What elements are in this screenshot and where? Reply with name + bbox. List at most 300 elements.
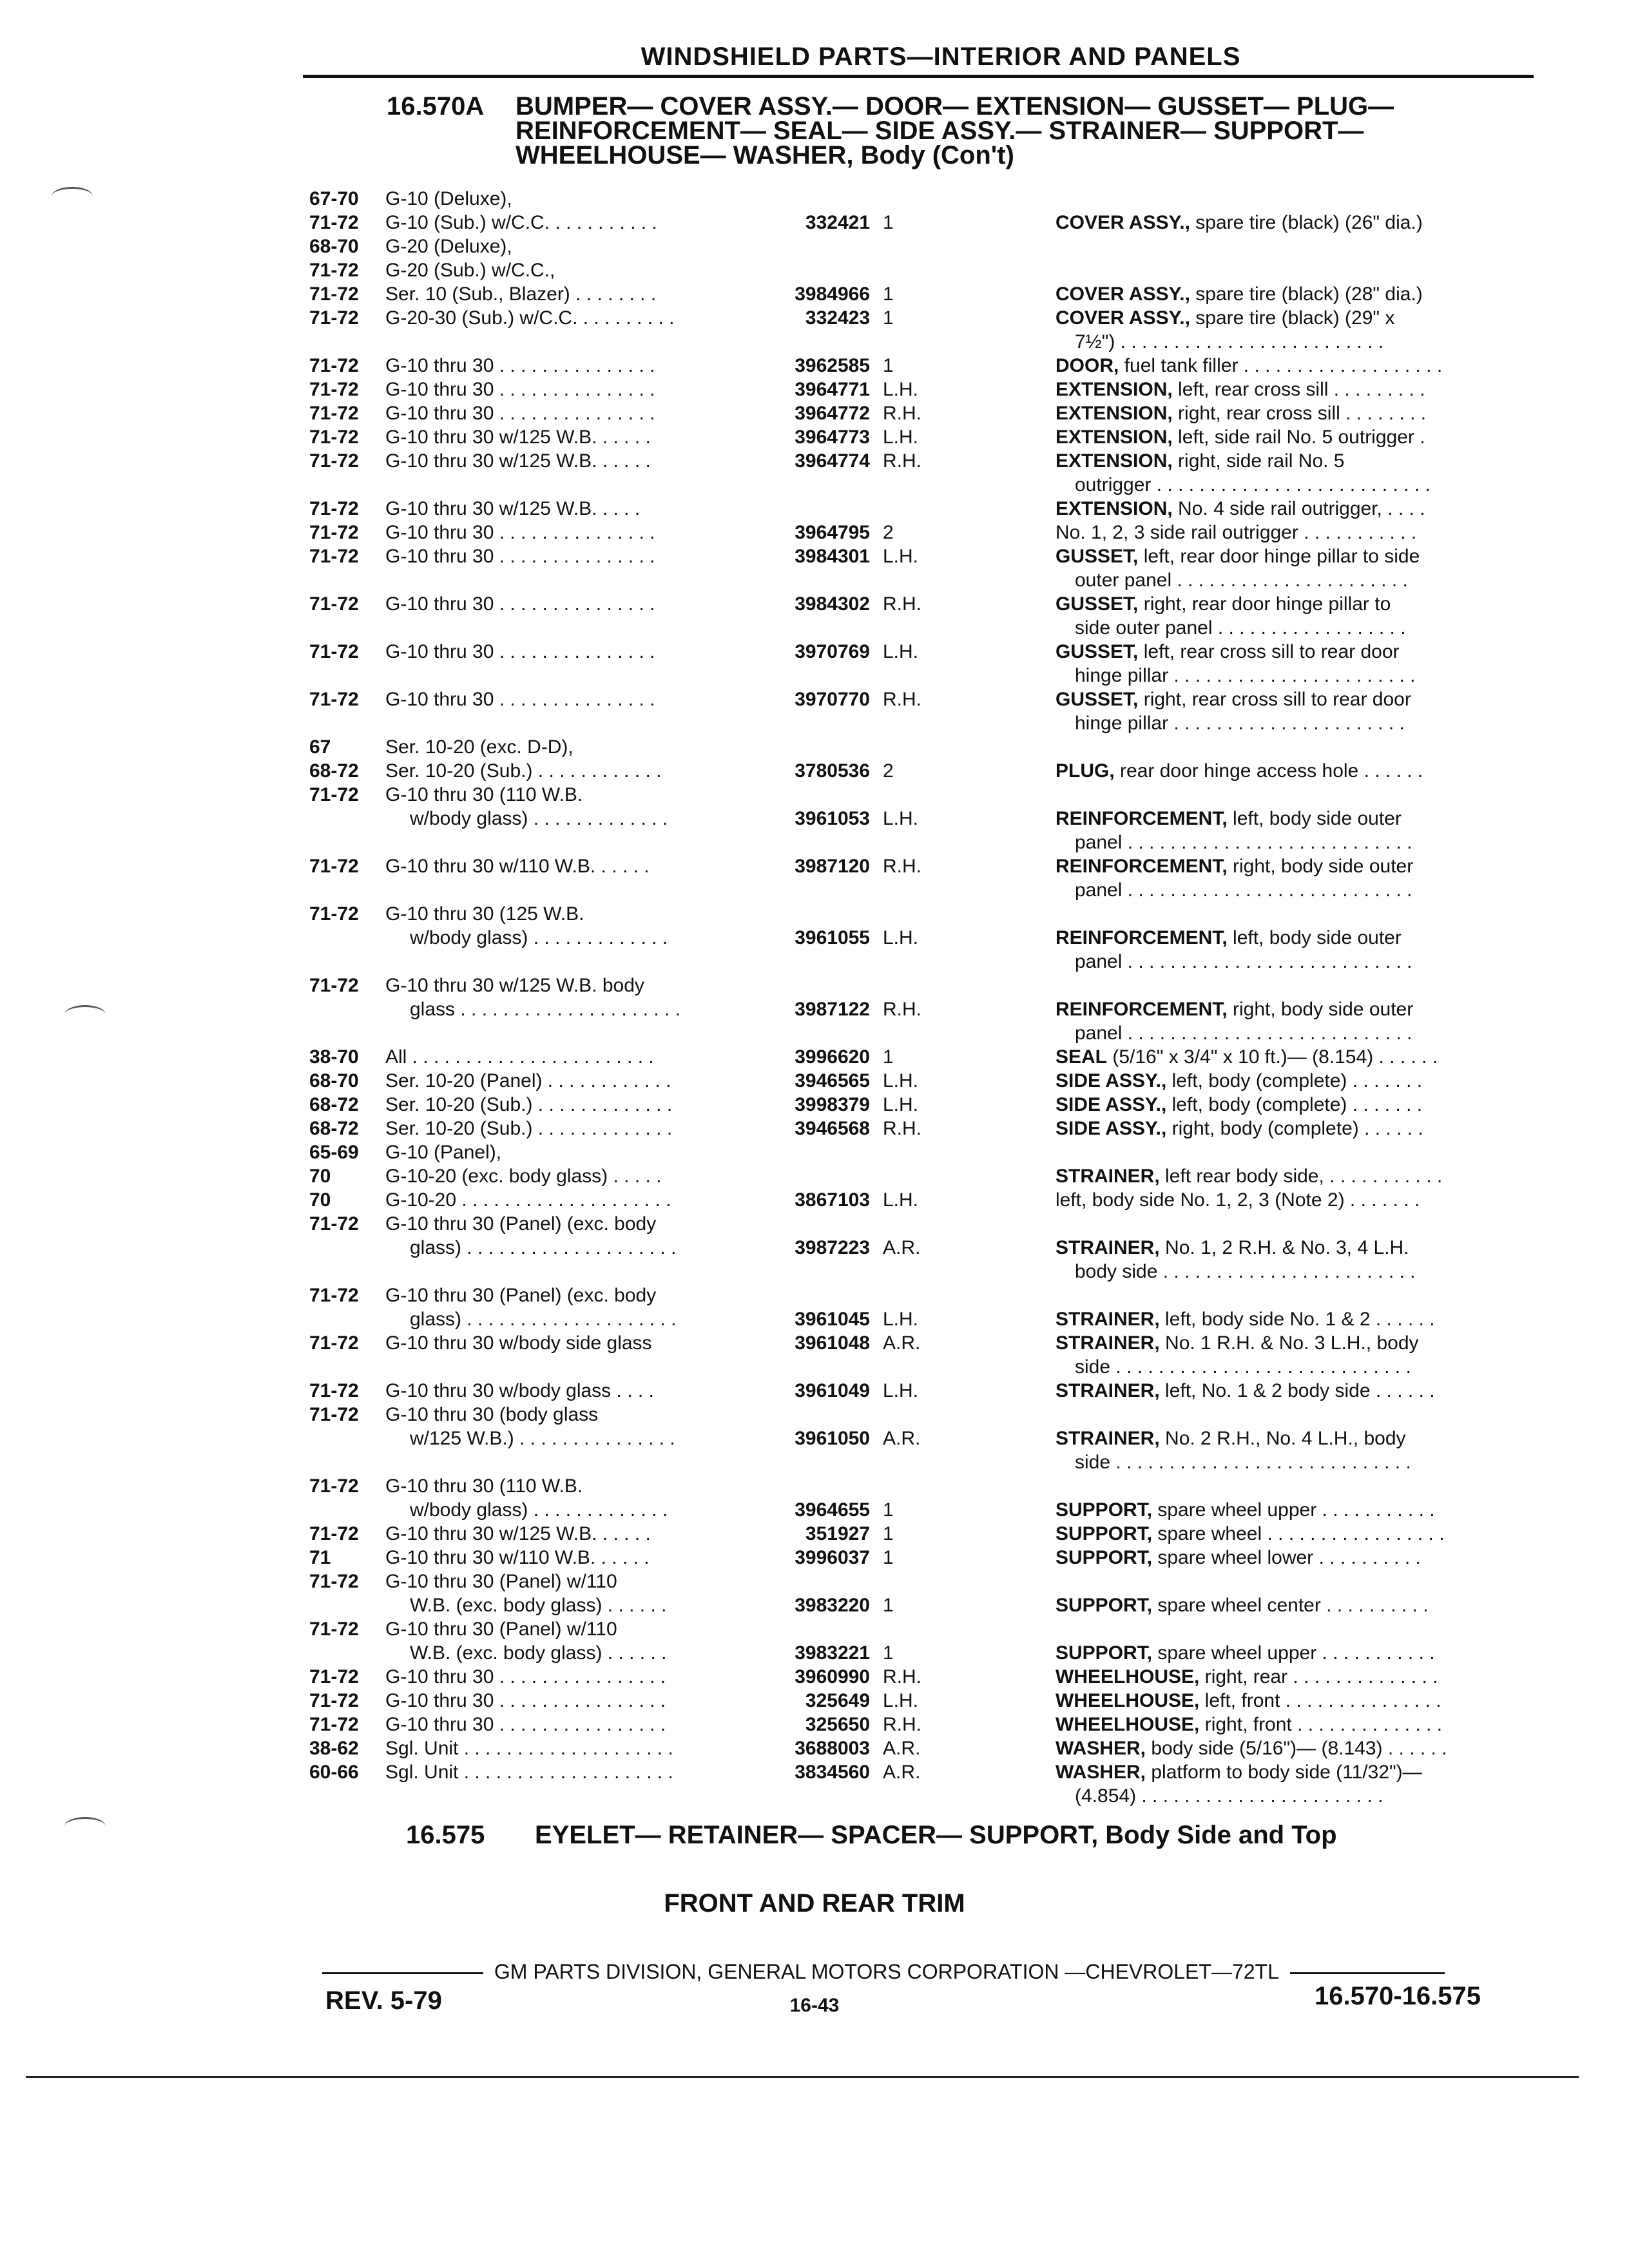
description-text: spare wheel center . . . . . . . . . . bbox=[1157, 1595, 1429, 1616]
description-text: left, body (complete) . . . . . . . bbox=[1171, 1094, 1423, 1115]
description-line bbox=[1055, 640, 1558, 664]
table-row bbox=[309, 1188, 1553, 1212]
quantity: 1 bbox=[883, 1499, 894, 1521]
quantity: L.H. bbox=[883, 379, 919, 400]
footer-rule-right bbox=[1290, 1972, 1445, 1974]
description-text: right, body side outer bbox=[1233, 856, 1414, 877]
section-number: 16.570A bbox=[387, 92, 485, 120]
quantity: 2 bbox=[883, 522, 894, 543]
application-line: G-10 thru 30 w/body glass . . . . bbox=[385, 1380, 654, 1401]
table-row bbox=[309, 1665, 1553, 1689]
table-row bbox=[309, 759, 1553, 783]
footer-revision: REV. 5-79 bbox=[325, 1986, 442, 2015]
quantity: A.R. bbox=[883, 1762, 921, 1783]
year-range: 71-72 bbox=[309, 856, 359, 877]
quantity: L.H. bbox=[883, 546, 919, 567]
table-row bbox=[309, 497, 1553, 521]
description-line: panel . . . . . . . . . . . . . . . . . . . . . . . . . . . bbox=[1075, 832, 1412, 853]
quantity: A.R. bbox=[883, 1738, 921, 1759]
description-line bbox=[1055, 378, 1558, 401]
description-text: left, No. 1 & 2 body side . . . . . . bbox=[1165, 1380, 1435, 1401]
description-line: panel . . . . . . . . . . . . . . . . . . . . . . . . . . . bbox=[1075, 879, 1412, 901]
description-line: outer panel . . . . . . . . . . . . . . . . . . . . . . bbox=[1075, 570, 1408, 591]
part-name: SIDE ASSY., bbox=[1055, 1118, 1167, 1139]
quantity: 1 bbox=[883, 212, 894, 233]
year-range: 71-72 bbox=[309, 1619, 359, 1640]
application-line: G-10 thru 30 . . . . . . . . . . . . . . . . bbox=[385, 1714, 666, 1735]
table-row bbox=[309, 1736, 1553, 1760]
table-row bbox=[309, 521, 1553, 544]
quantity: R.H. bbox=[883, 999, 921, 1020]
description bbox=[1055, 1093, 1558, 1117]
table-row bbox=[309, 1546, 1553, 1570]
section-heading-line-2: REINFORCEMENT— SEAL— SIDE ASSY.— STRAINER— SUPPORT— bbox=[516, 117, 1364, 145]
description-text: right, body side outer bbox=[1233, 999, 1414, 1020]
year-range: 71-72 bbox=[309, 1690, 359, 1711]
table-row bbox=[309, 1760, 1553, 1808]
part-number: 3780536 bbox=[795, 760, 870, 782]
part-name: WHEELHOUSE, bbox=[1055, 1690, 1200, 1711]
parts-table bbox=[309, 187, 1553, 1808]
quantity: A.R. bbox=[883, 1332, 921, 1354]
description-line bbox=[1055, 997, 1558, 1021]
description-line bbox=[1055, 1164, 1558, 1188]
description-text: left, rear door hinge pillar to side bbox=[1143, 546, 1420, 567]
quantity: L.H. bbox=[883, 1094, 919, 1115]
section-heading-line-3: WHEELHOUSE— WASHER, Body (Con't) bbox=[516, 141, 1014, 169]
quantity: A.R. bbox=[883, 1428, 921, 1449]
table-row bbox=[309, 735, 1553, 759]
description bbox=[1055, 425, 1558, 449]
description bbox=[1055, 1522, 1558, 1546]
description-line bbox=[1055, 1665, 1558, 1689]
application bbox=[385, 258, 1030, 282]
description-line: hinge pillar . . . . . . . . . . . . . . . . . . . . . . bbox=[1075, 713, 1405, 734]
description bbox=[1055, 854, 1558, 902]
part-name: STRAINER, bbox=[1055, 1309, 1160, 1330]
description-text: left, front . . . . . . . . . . . . . . . bbox=[1204, 1690, 1441, 1711]
application-line: G-10 thru 30 . . . . . . . . . . . . . . . bbox=[385, 522, 655, 543]
description bbox=[1055, 1713, 1558, 1736]
description bbox=[1055, 1689, 1558, 1713]
description bbox=[1055, 1188, 1558, 1212]
quantity: L.H. bbox=[883, 1309, 919, 1330]
year-range: 71-72 bbox=[309, 1523, 359, 1544]
table-row bbox=[309, 282, 1553, 306]
table-row bbox=[309, 854, 1553, 902]
part-name: SUPPORT, bbox=[1055, 1642, 1153, 1664]
application-line: Sgl. Unit . . . . . . . . . . . . . . . . . . . . bbox=[385, 1762, 673, 1783]
year-range: 71-72 bbox=[309, 355, 359, 376]
description bbox=[1055, 1069, 1558, 1093]
part-name: EXTENSION, bbox=[1055, 427, 1173, 448]
description bbox=[1055, 1641, 1558, 1665]
part-number: 332421 bbox=[805, 212, 870, 233]
description-line bbox=[1055, 1593, 1558, 1617]
description bbox=[1055, 282, 1558, 306]
quantity: 1 bbox=[883, 1046, 894, 1068]
application-line: Ser. 10-20 (Panel) . . . . . . . . . . . . bbox=[385, 1070, 671, 1091]
part-name: EXTENSION, bbox=[1055, 403, 1173, 424]
part-number: 3970770 bbox=[795, 689, 870, 710]
description bbox=[1055, 1379, 1558, 1403]
part-name: EXTENSION, bbox=[1055, 498, 1173, 519]
year-range: 68-70 bbox=[309, 1070, 359, 1091]
application-line: w/125 W.B.) . . . . . . . . . . . . . . . bbox=[410, 1428, 675, 1449]
description bbox=[1055, 211, 1558, 235]
description-line bbox=[1055, 759, 1558, 783]
year-range: 71-72 bbox=[309, 1404, 359, 1425]
part-name: SUPPORT, bbox=[1055, 1523, 1153, 1544]
year-range: 71-72 bbox=[309, 1285, 359, 1306]
part-number: 3946568 bbox=[795, 1118, 870, 1139]
year-range: 71-72 bbox=[309, 903, 359, 925]
description-line bbox=[1055, 1307, 1558, 1331]
quantity: L.H. bbox=[883, 927, 919, 948]
application-line: G-10 thru 30 . . . . . . . . . . . . . . . bbox=[385, 355, 655, 376]
application-line: G-10 thru 30 (Panel) w/110 bbox=[385, 1619, 617, 1640]
application-line: G-10 thru 30 w/125 W.B. . . . . . bbox=[385, 1523, 651, 1544]
application-line: G-10 thru 30 w/125 W.B. . . . . . bbox=[385, 450, 651, 472]
application-line: G-20 (Sub.) w/C.C., bbox=[385, 260, 555, 281]
application-line: G-10-20 . . . . . . . . . . . . . . . . . . . . bbox=[385, 1189, 671, 1211]
quantity: R.H. bbox=[883, 1118, 921, 1139]
table-row bbox=[309, 449, 1553, 497]
table-row bbox=[309, 187, 1553, 211]
header-rule bbox=[303, 75, 1534, 78]
quantity: 1 bbox=[883, 284, 894, 305]
table-row bbox=[309, 425, 1553, 449]
part-name: GUSSET, bbox=[1055, 641, 1139, 662]
part-number: 325649 bbox=[805, 1690, 870, 1711]
page-title: WINDSHIELD PARTS—INTERIOR AND PANELS bbox=[641, 43, 1241, 71]
application-line: G-20-30 (Sub.) w/C.C. . . . . . . . . . bbox=[385, 307, 675, 329]
part-name: EXTENSION, bbox=[1055, 379, 1173, 400]
part-number: 3961050 bbox=[795, 1428, 870, 1449]
part-number: 3962585 bbox=[795, 355, 870, 376]
part-number: 3964772 bbox=[795, 403, 870, 424]
footer-publisher: GM PARTS DIVISION, GENERAL MOTORS CORPORATION —CHEVROLET—72TL bbox=[494, 1960, 1279, 1983]
subsection-number: 16.575 bbox=[406, 1821, 485, 1849]
part-name: GUSSET, bbox=[1055, 689, 1139, 710]
quantity: 1 bbox=[883, 1642, 894, 1664]
table-row bbox=[309, 902, 1553, 974]
description bbox=[1055, 1498, 1558, 1522]
part-name: WASHER, bbox=[1055, 1738, 1146, 1759]
part-name: GUSSET, bbox=[1055, 546, 1139, 567]
part-number: 3960990 bbox=[795, 1666, 870, 1687]
table-row bbox=[309, 1403, 1553, 1474]
application-line: G-10 thru 30 . . . . . . . . . . . . . . . bbox=[385, 593, 655, 615]
description bbox=[1055, 354, 1558, 378]
description-line bbox=[1055, 592, 1558, 616]
description bbox=[1055, 592, 1558, 640]
description bbox=[1055, 1665, 1558, 1689]
application-line: G-10 thru 30 (Panel) (exc. body bbox=[385, 1213, 657, 1235]
description-line: panel . . . . . . . . . . . . . . . . . . . . . . . . . . . bbox=[1075, 1023, 1412, 1044]
description-line bbox=[1055, 354, 1558, 378]
binder-hole-mark-bottom bbox=[64, 1817, 106, 1836]
description-line bbox=[1055, 1188, 1558, 1212]
part-number: 3996037 bbox=[795, 1547, 870, 1568]
part-number: 3964773 bbox=[795, 427, 870, 448]
application-line: G-10 thru 30 . . . . . . . . . . . . . . . bbox=[385, 403, 655, 424]
description bbox=[1055, 306, 1558, 354]
description-text: right, rear . . . . . . . . . . . . . . bbox=[1204, 1666, 1438, 1687]
description-line bbox=[1055, 1641, 1558, 1665]
part-number: 332423 bbox=[805, 307, 870, 329]
description-line bbox=[1055, 1379, 1558, 1403]
description-line: (4.854) . . . . . . . . . . . . . . . . . . . . . . . bbox=[1075, 1785, 1383, 1807]
year-range: 68-72 bbox=[309, 760, 359, 782]
part-name: STRAINER, bbox=[1055, 1166, 1160, 1187]
table-row bbox=[309, 640, 1553, 687]
year-range: 71-72 bbox=[309, 403, 359, 424]
description-text: No. 1 R.H. & No. 3 L.H., body bbox=[1165, 1332, 1419, 1354]
description bbox=[1055, 1593, 1558, 1617]
table-row bbox=[309, 1570, 1553, 1617]
part-number: 3970769 bbox=[795, 641, 870, 662]
subsection-heading bbox=[406, 1821, 1566, 1850]
part-name: STRAINER, bbox=[1055, 1428, 1160, 1449]
quantity: 1 bbox=[883, 355, 894, 376]
part-name: GUSSET, bbox=[1055, 593, 1139, 615]
description-line bbox=[1055, 1117, 1558, 1140]
application-line: G-10 thru 30 w/125 W.B. . . . . bbox=[385, 498, 641, 519]
quantity: R.H. bbox=[883, 1714, 921, 1735]
description-text: left, side rail No. 5 outrigger . bbox=[1178, 427, 1425, 448]
table-row bbox=[309, 974, 1553, 1045]
application-line: G-10 (Panel), bbox=[385, 1142, 502, 1163]
year-range: 71-72 bbox=[309, 1666, 359, 1687]
next-section-heading: FRONT AND REAR TRIM bbox=[664, 1889, 965, 1917]
year-range: 71-72 bbox=[309, 975, 359, 996]
description-line: panel . . . . . . . . . . . . . . . . . . . . . . . . . . . bbox=[1075, 951, 1412, 972]
application-line: G-10 (Sub.) w/C.C. . . . . . . . . . . bbox=[385, 212, 657, 233]
subsection-title: EYELET— RETAINER— SPACER— SUPPORT, Body Side and Top bbox=[535, 1821, 1337, 1849]
table-row bbox=[309, 1689, 1553, 1713]
description-text: spare wheel lower . . . . . . . . . . bbox=[1157, 1547, 1421, 1568]
quantity: L.H. bbox=[883, 1070, 919, 1091]
table-row bbox=[309, 211, 1553, 235]
table-row bbox=[309, 306, 1553, 354]
year-range: 71-72 bbox=[309, 498, 359, 519]
part-name: STRAINER, bbox=[1055, 1237, 1160, 1258]
part-name: REINFORCEMENT, bbox=[1055, 999, 1228, 1020]
table-row bbox=[309, 401, 1553, 425]
description bbox=[1055, 1546, 1558, 1570]
part-number: 3996620 bbox=[795, 1046, 870, 1068]
application-line: G-10 thru 30 w/body side glass bbox=[385, 1332, 652, 1354]
part-name: COVER ASSY., bbox=[1055, 284, 1190, 305]
table-row bbox=[309, 1140, 1553, 1164]
description-line bbox=[1055, 306, 1558, 330]
description bbox=[1055, 1331, 1558, 1379]
quantity: 2 bbox=[883, 760, 894, 782]
quantity: L.H. bbox=[883, 427, 919, 448]
description-text: left rear body side, . . . . . . . . . . . bbox=[1165, 1166, 1443, 1187]
part-name: WHEELHOUSE, bbox=[1055, 1714, 1200, 1735]
part-name: EXTENSION, bbox=[1055, 450, 1173, 472]
part-number: 3983220 bbox=[795, 1595, 870, 1616]
application-line: G-10 thru 30 (body glass bbox=[385, 1404, 599, 1425]
application-line: G-10-20 (exc. body glass) . . . . . bbox=[385, 1166, 662, 1187]
table-row bbox=[309, 544, 1553, 592]
part-name: WHEELHOUSE, bbox=[1055, 1666, 1200, 1687]
quantity: R.H. bbox=[883, 450, 921, 472]
description bbox=[1055, 449, 1558, 497]
year-range: 65-69 bbox=[309, 1142, 359, 1163]
part-name: SUPPORT, bbox=[1055, 1547, 1153, 1568]
description bbox=[1055, 521, 1558, 544]
table-row bbox=[309, 1212, 1553, 1283]
year-range: 71-72 bbox=[309, 1475, 359, 1497]
description-text: spare tire (black) (26" dia.) bbox=[1195, 212, 1423, 233]
description-text: fuel tank filler . . . . . . . . . . . . . . . . . . . bbox=[1124, 355, 1443, 376]
application bbox=[385, 235, 1030, 258]
year-range: 71-72 bbox=[309, 641, 359, 662]
table-row bbox=[309, 235, 1553, 258]
table-row bbox=[309, 592, 1553, 640]
description-text: spare tire (black) (28" dia.) bbox=[1195, 284, 1423, 305]
description-line bbox=[1055, 1331, 1558, 1355]
description-line bbox=[1055, 425, 1558, 449]
part-number: 3961045 bbox=[795, 1309, 870, 1330]
description-line: 7½") . . . . . . . . . . . . . . . . . . . . . . . . . bbox=[1075, 331, 1384, 352]
application bbox=[385, 735, 1030, 759]
year-range: 71-72 bbox=[309, 546, 359, 567]
description-line bbox=[1055, 1736, 1558, 1760]
description-text: left, rear cross sill to rear door bbox=[1143, 641, 1400, 662]
application-line: Ser. 10-20 (Sub.) . . . . . . . . . . . . . bbox=[385, 1118, 673, 1139]
description-line bbox=[1055, 521, 1558, 544]
description bbox=[1055, 497, 1558, 521]
description-line: body side . . . . . . . . . . . . . . . . . . . . . . . . bbox=[1075, 1261, 1416, 1282]
part-number: 3961053 bbox=[795, 808, 870, 829]
description bbox=[1055, 378, 1558, 401]
part-number: 3983221 bbox=[795, 1642, 870, 1664]
description-text: right, rear cross sill to rear door bbox=[1143, 689, 1411, 710]
application-line: G-10 thru 30 w/110 W.B. . . . . . bbox=[385, 856, 650, 877]
description-text: No. 4 side rail outrigger, . . . . bbox=[1178, 498, 1425, 519]
table-row bbox=[309, 378, 1553, 401]
year-range: 38-70 bbox=[309, 1046, 359, 1068]
application-line: w/body glass) . . . . . . . . . . . . . bbox=[410, 808, 668, 829]
table-row bbox=[309, 687, 1553, 735]
description-line bbox=[1055, 1522, 1558, 1546]
description-line bbox=[1055, 687, 1558, 711]
table-row bbox=[309, 1069, 1553, 1093]
part-name: DOOR, bbox=[1055, 355, 1119, 376]
description-line: side outer panel . . . . . . . . . . . . . . . . . . bbox=[1075, 617, 1406, 639]
description bbox=[1055, 1236, 1558, 1283]
description-text: right, front . . . . . . . . . . . . . . bbox=[1204, 1714, 1443, 1735]
quantity: L.H. bbox=[883, 1690, 919, 1711]
table-row bbox=[309, 1164, 1553, 1188]
quantity: R.H. bbox=[883, 403, 921, 424]
description-text: No. 2 R.H., No. 4 L.H., body bbox=[1165, 1428, 1406, 1449]
year-range: 71-72 bbox=[309, 1213, 359, 1235]
application bbox=[385, 1164, 1030, 1188]
quantity: 1 bbox=[883, 1523, 894, 1544]
description bbox=[1055, 1760, 1558, 1808]
quantity: R.H. bbox=[883, 689, 921, 710]
binder-hole-mark-middle bbox=[64, 1005, 106, 1024]
year-range: 67-70 bbox=[309, 188, 359, 209]
application-line: G-10 thru 30 . . . . . . . . . . . . . . . bbox=[385, 379, 655, 400]
application-line: w/body glass) . . . . . . . . . . . . . bbox=[410, 927, 668, 948]
part-number: 3964795 bbox=[795, 522, 870, 543]
application-line: G-10 thru 30 . . . . . . . . . . . . . . . bbox=[385, 546, 655, 567]
description bbox=[1055, 1307, 1558, 1331]
description bbox=[1055, 926, 1558, 974]
application-line: glass) . . . . . . . . . . . . . . . . . . . . bbox=[410, 1309, 677, 1330]
year-range: 71-72 bbox=[309, 427, 359, 448]
description-text: left, body side outer bbox=[1233, 808, 1402, 829]
description-text: spare wheel upper . . . . . . . . . . . bbox=[1157, 1499, 1435, 1521]
application-line: G-10 (Deluxe), bbox=[385, 188, 512, 209]
part-number: 325650 bbox=[805, 1714, 870, 1735]
part-number: 3964774 bbox=[795, 450, 870, 472]
description bbox=[1055, 1427, 1558, 1474]
part-name: PLUG, bbox=[1055, 760, 1115, 782]
part-name: SIDE ASSY., bbox=[1055, 1094, 1167, 1115]
year-range: 71 bbox=[309, 1547, 331, 1568]
table-row bbox=[309, 258, 1553, 282]
part-number: 3984966 bbox=[795, 284, 870, 305]
section-heading-line-1: 16.570A BUMPER— COVER ASSY.— DOOR— EXTENSION— GUSSET— PLUG— bbox=[387, 92, 1394, 120]
part-name: COVER ASSY., bbox=[1055, 212, 1190, 233]
part-number: 3946565 bbox=[795, 1070, 870, 1091]
quantity: L.H. bbox=[883, 1189, 919, 1211]
description bbox=[1055, 544, 1558, 592]
description-text: right, side rail No. 5 bbox=[1178, 450, 1345, 472]
application-line: G-10 thru 30 . . . . . . . . . . . . . . . . bbox=[385, 1666, 666, 1687]
description bbox=[1055, 1736, 1558, 1760]
application-line: G-10 thru 30 . . . . . . . . . . . . . . . bbox=[385, 689, 655, 710]
description-text: rear door hinge access hole . . . . . . bbox=[1120, 760, 1423, 782]
year-range: 71-72 bbox=[309, 379, 359, 400]
description-line bbox=[1055, 401, 1558, 425]
description-text: No. 1, 2, 3 side rail outrigger . . . . . . . . . . . bbox=[1055, 522, 1417, 543]
part-number: 3987122 bbox=[795, 999, 870, 1020]
application-line: Ser. 10-20 (exc. D-D), bbox=[385, 736, 574, 758]
quantity: L.H. bbox=[883, 1380, 919, 1401]
part-number: 3688003 bbox=[795, 1738, 870, 1759]
description-text: No. 1, 2 R.H. & No. 3, 4 L.H. bbox=[1165, 1237, 1409, 1258]
application-line: G-10 thru 30 . . . . . . . . . . . . . . . bbox=[385, 641, 655, 662]
application-line: glass . . . . . . . . . . . . . . . . . . . . . bbox=[410, 999, 681, 1020]
year-range: 71-72 bbox=[309, 522, 359, 543]
application-line: glass) . . . . . . . . . . . . . . . . . . . . bbox=[410, 1237, 677, 1258]
description-line bbox=[1055, 1069, 1558, 1093]
quantity: R.H. bbox=[883, 856, 921, 877]
description-line bbox=[1055, 1093, 1558, 1117]
application-line: Ser. 10-20 (Sub.) . . . . . . . . . . . . . bbox=[385, 1094, 673, 1115]
part-name: STRAINER, bbox=[1055, 1380, 1160, 1401]
year-range: 68-70 bbox=[309, 236, 359, 257]
footer-section-range: 16.570-16.575 bbox=[1315, 1982, 1481, 2010]
table-row bbox=[309, 1474, 1553, 1522]
table-row bbox=[309, 1617, 1553, 1665]
bottom-rule bbox=[26, 2076, 1579, 2078]
description-text: spare wheel . . . . . . . . . . . . . . . . . bbox=[1157, 1523, 1445, 1544]
description-text: left, body (complete) . . . . . . . bbox=[1171, 1070, 1423, 1091]
description-line bbox=[1055, 1689, 1558, 1713]
quantity: 1 bbox=[883, 1595, 894, 1616]
part-number: 3834560 bbox=[795, 1762, 870, 1783]
part-name: REINFORCEMENT, bbox=[1055, 856, 1228, 877]
